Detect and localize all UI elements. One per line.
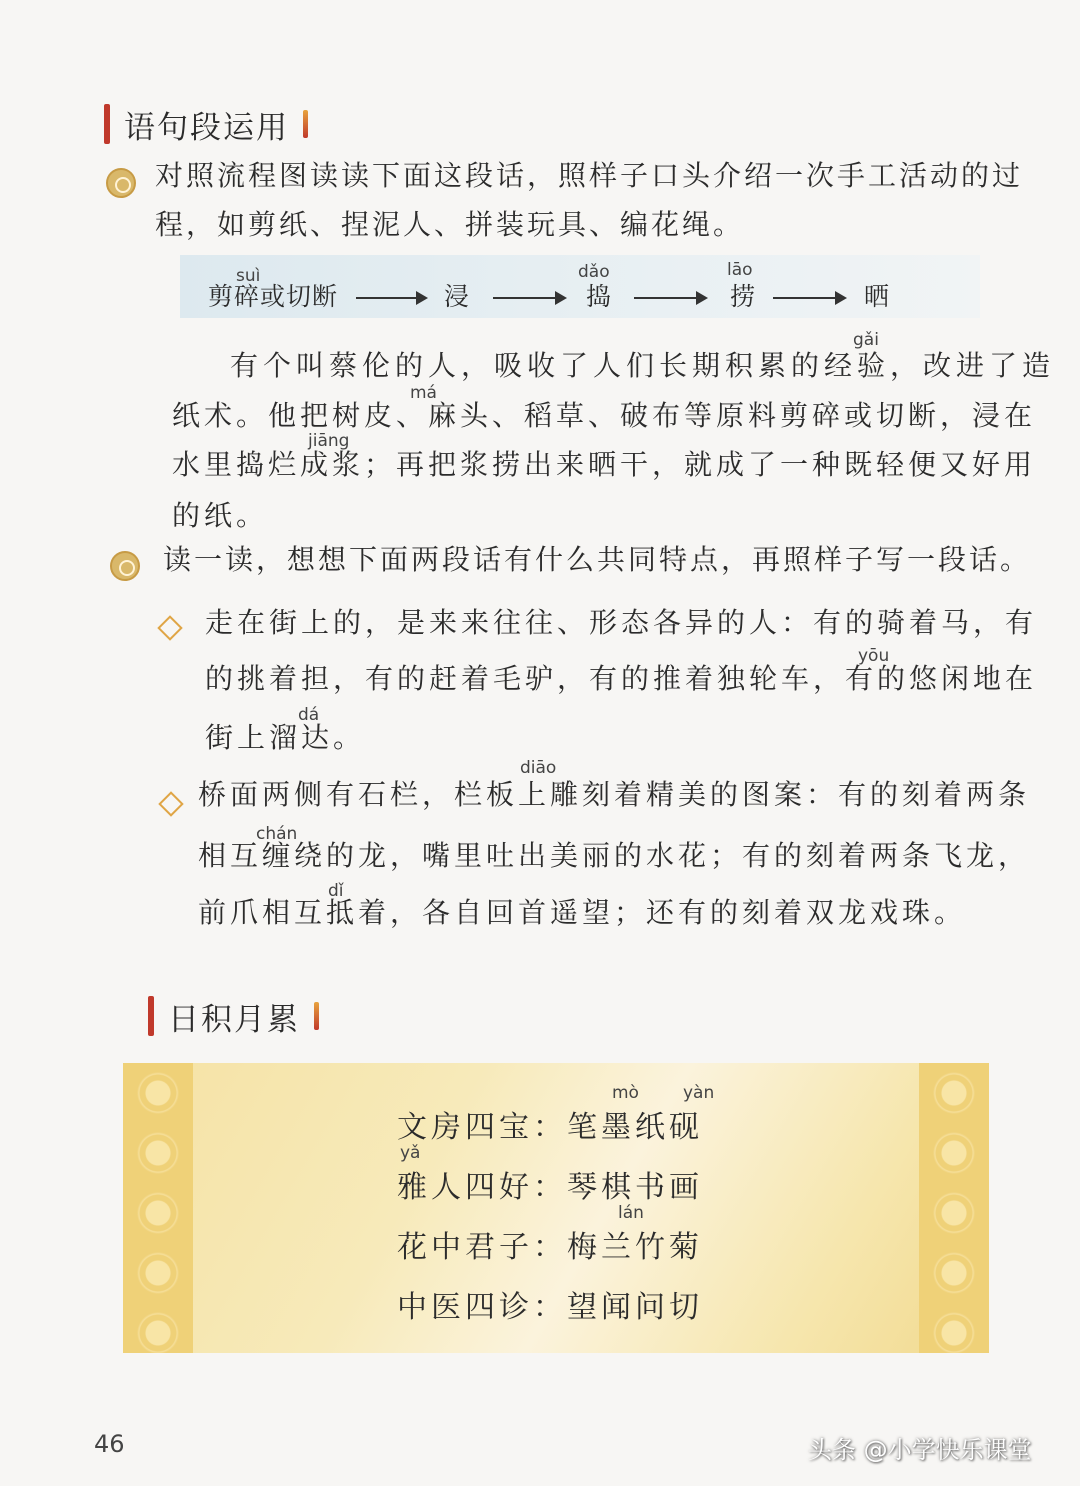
exercise2-instruction: 读一读，想想下面两段话有什么共同特点，再照样子写一段话。 xyxy=(163,543,1032,576)
flow-step-cut: 剪碎或切断 xyxy=(208,282,339,311)
idiom-label: 文房四宝： xyxy=(397,1110,567,1145)
header-bar-left xyxy=(148,996,154,1036)
paragraph-line4: 的纸。 xyxy=(172,499,269,532)
watermark: 头条 @小学快乐课堂 xyxy=(808,1436,1032,1464)
pinyin-gai: gǎi xyxy=(853,330,879,350)
flow-step-soak: 浸 xyxy=(444,282,473,311)
section-header-language-use xyxy=(104,103,308,145)
flow-arrow-3 xyxy=(634,297,706,299)
idiom-value: 笔墨纸砚 xyxy=(567,1110,703,1145)
diamond-bullet-2 xyxy=(158,791,183,816)
paragraph-line3: 水里捣烂成浆；再把浆捞出来晒干，就成了一种既轻便又好用 xyxy=(172,448,1037,481)
header-bar-right xyxy=(303,110,308,138)
flow-arrow-4 xyxy=(773,297,845,299)
pinyin-da: dá xyxy=(298,705,320,725)
idiom-label: 雅人四好： xyxy=(397,1170,567,1205)
example2-line3: 前爪相互抵着，各自回首遥望；还有的刻着双龙戏珠。 xyxy=(198,896,967,929)
idiom-value: 梅兰竹菊 xyxy=(567,1230,703,1265)
pinyin-di: dǐ xyxy=(328,881,344,901)
diamond-bullet-1 xyxy=(157,615,182,640)
section-title: 语句段运用 xyxy=(124,109,289,146)
header-bar-left xyxy=(104,104,110,144)
header-bar-right xyxy=(314,1002,319,1030)
example2-line1: 桥面两侧有石栏，栏板上雕刻着精美的图案：有的刻着两条 xyxy=(198,778,1031,811)
paragraph-line1: 有个叫蔡伦的人，吸收了人们长期积累的经验，改进了造 xyxy=(230,349,1056,382)
paragraph-line2: 纸术。他把树皮、麻头、稻草、破布等原料剪碎或切断，浸在 xyxy=(172,399,1037,432)
pinyin-chan: chán xyxy=(256,824,298,844)
pinyin-dao: dǎo xyxy=(578,262,610,282)
pinyin-lao: lāo xyxy=(727,260,753,280)
pinyin-sui: suì xyxy=(236,266,261,286)
idiom-label: 中医四诊： xyxy=(397,1290,567,1325)
flow-arrow-1 xyxy=(356,297,426,299)
pinyin-yan: yàn xyxy=(683,1083,715,1103)
example1-line1: 走在街上的，是来来往往、形态各异的人：有的骑着马，有 xyxy=(205,606,1038,639)
exercise1-instruction-line1: 对照流程图读读下面这段话，照样子口头介绍一次手工活动的过 xyxy=(155,159,1024,192)
example1-line3: 街上溜达。 xyxy=(205,721,366,754)
idiom-label: 花中君子： xyxy=(397,1230,567,1265)
pinyin-you: yōu xyxy=(858,646,890,666)
flow-step-pound: 捣 xyxy=(586,282,615,311)
exercise1-instruction-line2: 程，如剪纸、捏泥人、拼装玩具、编花绳。 xyxy=(155,208,745,241)
idiom-row-2 xyxy=(397,1162,703,1206)
idiom-value: 琴棋书画 xyxy=(567,1170,703,1205)
idiom-row-4 xyxy=(397,1282,703,1326)
pinyin-lan: lán xyxy=(618,1203,644,1223)
pinyin-jiang: jiāng xyxy=(308,431,350,451)
section-header-accumulation xyxy=(148,995,319,1037)
pinyin-mo: mò xyxy=(612,1083,639,1103)
idiom-row-3 xyxy=(397,1222,703,1266)
exercise-icon-2 xyxy=(110,551,140,581)
panel-pattern-right xyxy=(919,1063,989,1353)
flow-step-dry: 晒 xyxy=(864,282,893,311)
idiom-value: 望闻问切 xyxy=(567,1290,703,1325)
example2-line2: 相互缠绕的龙，嘴里吐出美丽的水花；有的刻着两条飞龙， xyxy=(198,839,1031,872)
section-title: 日积月累 xyxy=(168,1001,300,1038)
panel-pattern-left xyxy=(123,1063,193,1353)
exercise-icon xyxy=(106,168,136,198)
flow-arrow-2 xyxy=(493,297,565,299)
page-number: 46 xyxy=(94,1430,125,1458)
flow-step-scoop: 捞 xyxy=(730,282,759,311)
pinyin-diao: diāo xyxy=(520,758,557,778)
idiom-row-1 xyxy=(397,1102,703,1146)
pinyin-ma: má xyxy=(410,383,437,403)
example1-line2: 的挑着担，有的赶着毛驴，有的推着独轮车，有的悠闲地在 xyxy=(205,662,1038,695)
pinyin-ya: yǎ xyxy=(400,1143,421,1163)
